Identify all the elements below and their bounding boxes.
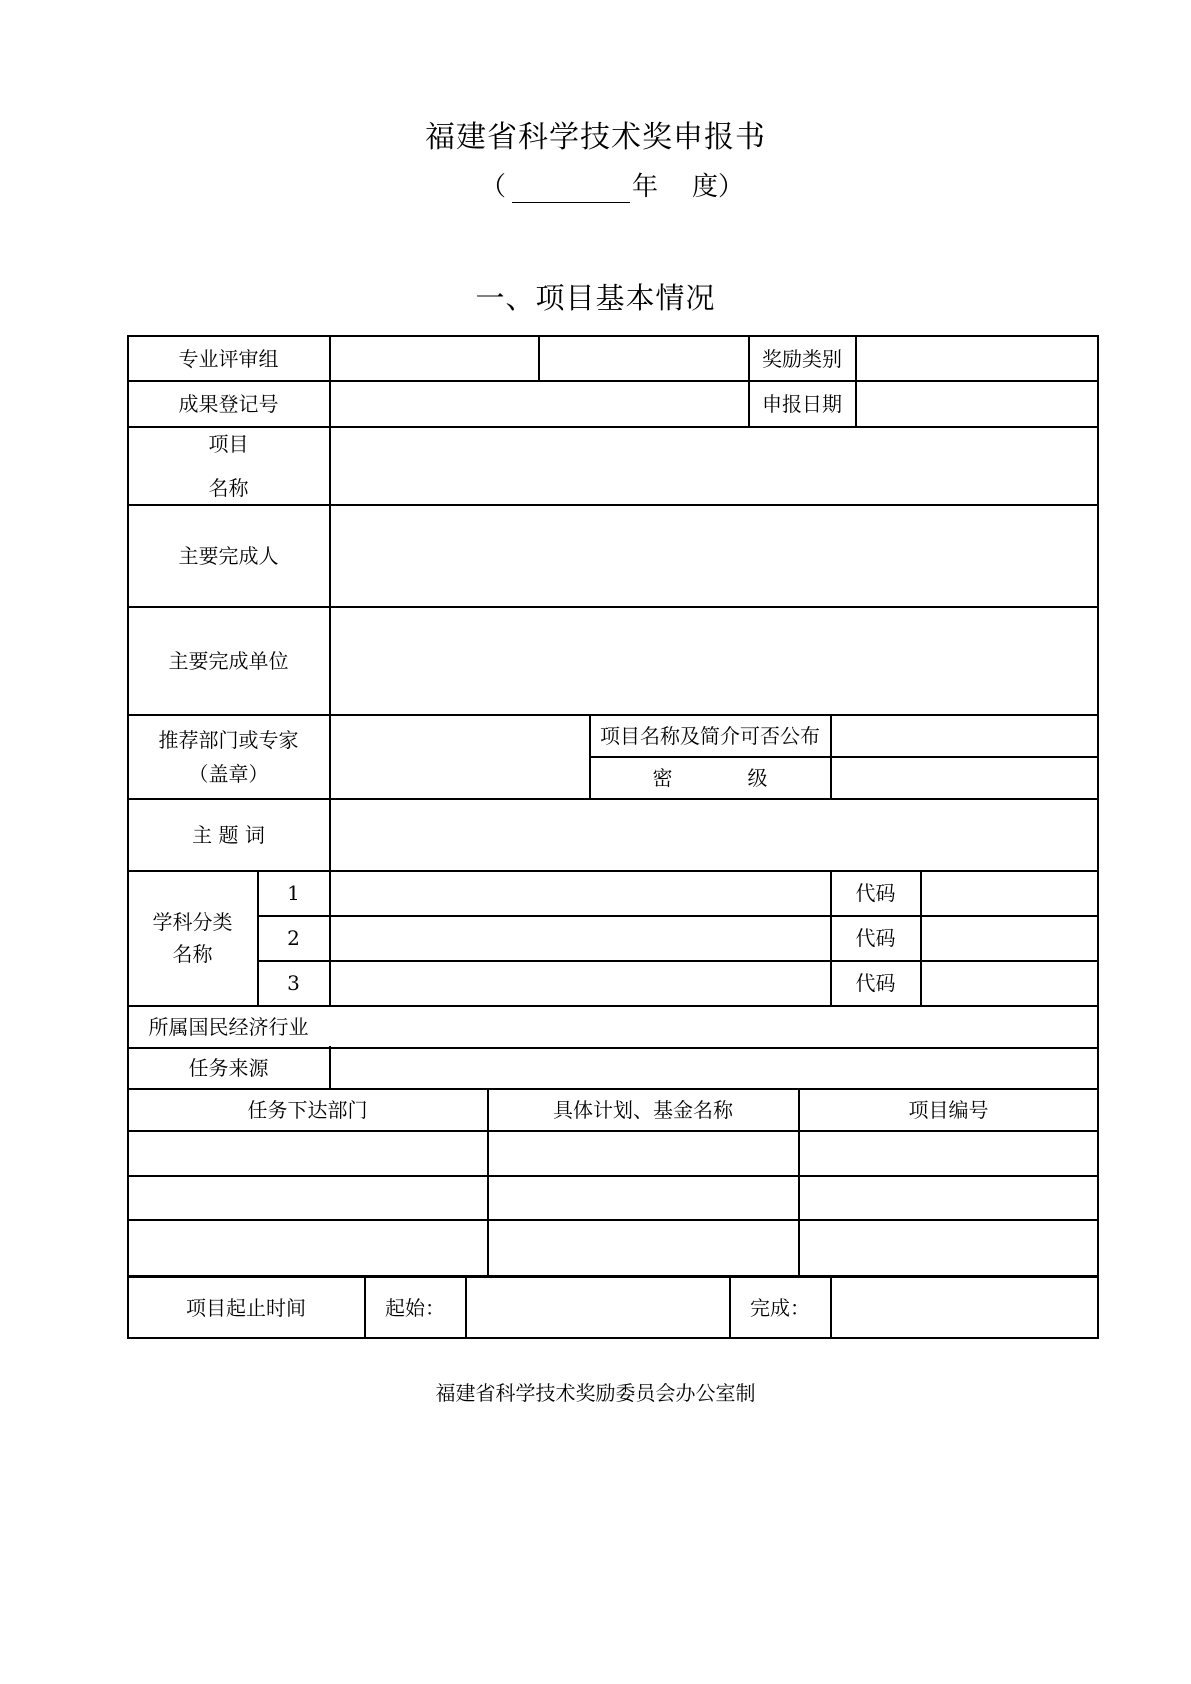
task-dept-field[interactable] <box>128 1176 487 1219</box>
apply-date-field[interactable] <box>856 381 1098 426</box>
award-category-label: 奖励类别 <box>762 346 842 371</box>
subject-row-number: 3 <box>287 971 300 995</box>
subject-label <box>128 871 257 1005</box>
task-dept-field[interactable] <box>128 1131 487 1175</box>
recommender-label-line2: （盖章） <box>188 761 269 786</box>
task-dept-field[interactable] <box>128 1220 487 1275</box>
project-name-label-line2: 名称 <box>208 475 249 500</box>
plan-name-field[interactable] <box>488 1176 798 1219</box>
main-persons-label: 主要完成人 <box>178 543 279 568</box>
code-label: 代码 <box>855 926 896 950</box>
code-field[interactable] <box>921 916 1098 960</box>
subject-label-line1: 学科分类 <box>152 910 233 934</box>
keywords-label: 主 题 词 <box>192 822 265 847</box>
task-source-field[interactable] <box>330 1048 1098 1088</box>
finish-date-field[interactable] <box>831 1278 1098 1338</box>
finish-label: 完成： <box>750 1296 810 1320</box>
year-line <box>480 166 745 203</box>
award-category-field[interactable] <box>856 336 1098 381</box>
result-reg-no-label: 成果登记号 <box>178 391 279 416</box>
industry-label: 所属国民经济行业 <box>148 1014 309 1039</box>
period-label: 项目起止时间 <box>186 1296 306 1320</box>
project-name-label <box>128 427 329 504</box>
secret-level-field[interactable] <box>831 757 1098 798</box>
review-group-label: 专业评审组 <box>178 346 279 371</box>
subject-row-number: 2 <box>287 926 300 950</box>
subject-name-field[interactable] <box>330 961 830 1005</box>
recommender-label <box>128 715 329 798</box>
subject-label-line2: 名称 <box>172 942 213 966</box>
project-no-field[interactable] <box>799 1220 1098 1275</box>
year-label-du: 度） <box>692 172 745 202</box>
apply-date-label: 申报日期 <box>762 391 842 416</box>
start-label: 起始： <box>385 1296 445 1320</box>
subject-name-field[interactable] <box>330 916 830 960</box>
code-label: 代码 <box>855 881 896 905</box>
year-open-paren: （ <box>480 172 507 202</box>
recommender-field[interactable] <box>330 715 589 798</box>
project-no-field[interactable] <box>799 1176 1098 1219</box>
section-title: 一、项目基本情况 <box>475 281 716 315</box>
year-blank-field[interactable] <box>512 174 630 203</box>
keywords-field[interactable] <box>330 799 1098 870</box>
publishable-label: 项目名称及简介可否公布 <box>600 723 820 748</box>
start-date-field[interactable] <box>466 1278 729 1338</box>
plan-name-header: 具体计划、基金名称 <box>553 1097 733 1122</box>
plan-name-field[interactable] <box>488 1220 798 1275</box>
main-units-label: 主要完成单位 <box>168 648 289 673</box>
subject-name-field[interactable] <box>330 871 830 915</box>
review-group-field-1[interactable] <box>330 336 538 381</box>
task-dept-header: 任务下达部门 <box>247 1097 368 1122</box>
result-reg-no-field[interactable] <box>330 381 748 426</box>
secret-level-char2: 级 <box>747 765 768 790</box>
secret-level-label <box>590 757 830 798</box>
publishable-field[interactable] <box>831 715 1098 756</box>
subject-row-number: 1 <box>287 881 300 905</box>
year-label: 年 <box>632 172 659 202</box>
main-units-field[interactable] <box>330 607 1098 714</box>
review-group-field-2[interactable] <box>539 336 748 381</box>
code-field[interactable] <box>921 871 1098 915</box>
code-label: 代码 <box>855 971 896 995</box>
project-no-header: 项目编号 <box>908 1097 989 1122</box>
project-name-field[interactable] <box>330 427 1098 504</box>
code-field[interactable] <box>921 961 1098 1005</box>
industry-field[interactable] <box>330 1006 1098 1047</box>
plan-name-field[interactable] <box>488 1131 798 1175</box>
task-source-label: 任务来源 <box>188 1056 269 1080</box>
project-name-label-line1: 项目 <box>208 431 249 456</box>
main-persons-field[interactable] <box>330 505 1098 606</box>
recommender-label-line1: 推荐部门或专家 <box>158 727 299 752</box>
footer-issuer: 福建省科学技术奖励委员会办公室制 <box>435 1381 756 1405</box>
secret-level-char1: 密 <box>652 765 673 790</box>
project-no-field[interactable] <box>799 1131 1098 1175</box>
document-title: 福建省科学技术奖申报书 <box>425 120 766 155</box>
